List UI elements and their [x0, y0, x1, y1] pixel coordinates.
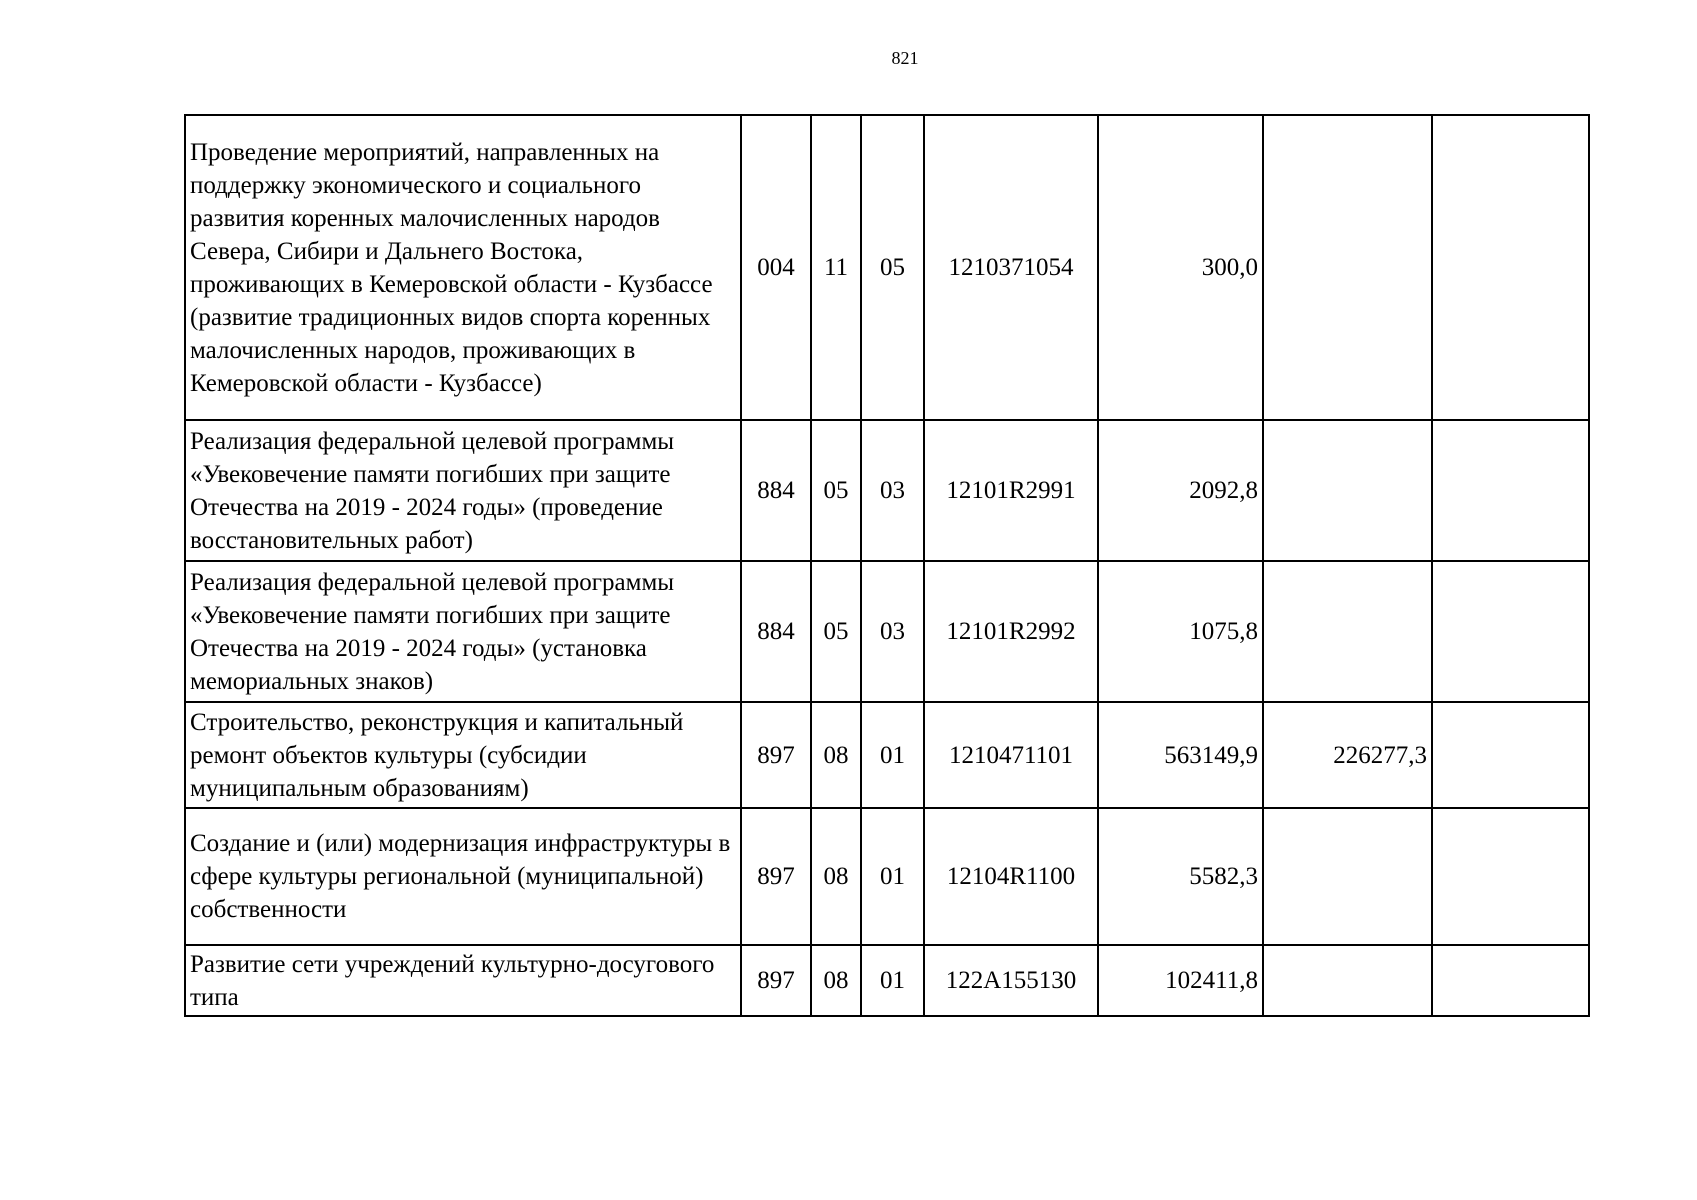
amount-1: 300,0: [1098, 115, 1263, 420]
row-name: Реализация федеральной целевой программы «Увековечение памяти погибших при защите Отечества на 2019 - 2024 годы» (установка мемориальных знаков): [185, 561, 741, 702]
amount-2: [1263, 115, 1432, 420]
amount-2: [1263, 945, 1432, 1016]
row-name: Строительство, реконструкция и капитальный ремонт объектов культуры (субсидии муниципальным образованиям): [185, 702, 741, 808]
amount-1: 2092,8: [1098, 420, 1263, 561]
section-code: 08: [811, 808, 861, 945]
row-name: Реализация федеральной целевой программы «Увековечение памяти погибших при защите Отечества на 2019 - 2024 годы» (проведение восстановительных работ): [185, 420, 741, 561]
amount-3: [1432, 945, 1589, 1016]
table-row: [185, 702, 1589, 808]
section-code: 11: [811, 115, 861, 420]
target-article-code: 12101R2992: [924, 561, 1098, 702]
table-row: [185, 420, 1589, 561]
row-name: Создание и (или) модернизация инфраструктуры в сфере культуры региональной (муниципальной) собственности: [185, 808, 741, 945]
amount-1: 5582,3: [1098, 808, 1263, 945]
section-code: 08: [811, 945, 861, 1016]
amount-3: [1432, 808, 1589, 945]
table-row: [185, 561, 1589, 702]
ved-code: 884: [741, 561, 811, 702]
ved-code: 897: [741, 702, 811, 808]
subsection-code: 03: [861, 561, 924, 702]
section-code: 08: [811, 702, 861, 808]
amount-3: [1432, 561, 1589, 702]
amount-1: 102411,8: [1098, 945, 1263, 1016]
amount-2: 226277,3: [1263, 702, 1432, 808]
table-row: [185, 115, 1589, 420]
section-code: 05: [811, 561, 861, 702]
amount-3: [1432, 702, 1589, 808]
subsection-code: 01: [861, 702, 924, 808]
amount-2: [1263, 808, 1432, 945]
amount-3: [1432, 115, 1589, 420]
page-number: 821: [891, 48, 919, 68]
row-name: Проведение мероприятий, направленных на поддержку экономического и социального развития коренных малочисленных народов Севера, Сибири и Дальнего Востока, проживающих в Кемеровской области - Кузбассе (развитие традиционных видов спорта коренных малочисленных народов, проживающих в Кемеровской области - Кузбассе): [185, 115, 741, 420]
target-article-code: 12104R1100: [924, 808, 1098, 945]
subsection-code: 01: [861, 945, 924, 1016]
amount-3: [1432, 420, 1589, 561]
ved-code: 897: [741, 808, 811, 945]
table-row: [185, 808, 1589, 945]
amount-2: [1263, 420, 1432, 561]
section-code: 05: [811, 420, 861, 561]
ved-code: 897: [741, 945, 811, 1016]
ved-code: 884: [741, 420, 811, 561]
amount-1: 563149,9: [1098, 702, 1263, 808]
target-article-code: 122A155130: [924, 945, 1098, 1016]
target-article-code: 12101R2991: [924, 420, 1098, 561]
subsection-code: 05: [861, 115, 924, 420]
target-article-code: 1210471101: [924, 702, 1098, 808]
amount-2: [1263, 561, 1432, 702]
row-name: Развитие сети учреждений культурно-досугового типа: [185, 945, 741, 1016]
table-row: [185, 945, 1589, 1016]
subsection-code: 03: [861, 420, 924, 561]
target-article-code: 1210371054: [924, 115, 1098, 420]
subsection-code: 01: [861, 808, 924, 945]
ved-code: 004: [741, 115, 811, 420]
budget-table: [184, 114, 1590, 1017]
amount-1: 1075,8: [1098, 561, 1263, 702]
